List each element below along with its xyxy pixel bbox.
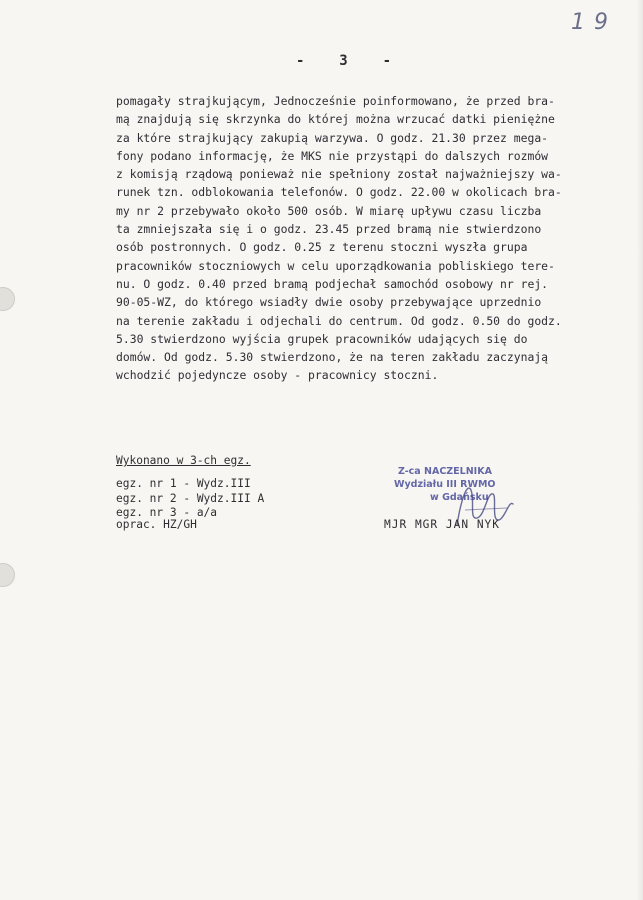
body-line: my nr 2 przebywało około 500 osób. W miarę upływu czasu liczba: [116, 203, 542, 218]
body-line: nu. O godz. 0.40 przed bramą podjechał samochód osobowy nr rej.: [116, 276, 549, 291]
report-body: [116, 92, 636, 385]
body-line: osób postronnych. O godz. 0.25 z terenu stoczni wyszła grupa: [116, 240, 528, 255]
archive-page-mark: 1 9: [571, 10, 609, 35]
body-line: za które strajkujący zakupią warzywa. O godz. 21.30 przez mega-: [116, 130, 549, 145]
page-edge-shadow: [637, 0, 643, 900]
punch-hole-top: [0, 287, 15, 311]
punch-hole-bottom: [0, 563, 15, 587]
prepared-by: oprac. HZ/GH: [116, 518, 197, 531]
body-line: 90-05-WZ, do którego wsiadły dwie osoby przebywające uprzednio: [116, 295, 542, 310]
copy-item: egz. nr 1 - Wydz.III: [116, 477, 251, 490]
copies-heading: Wykonano w 3-ch egz.: [116, 454, 251, 467]
page-number: - 3 -: [296, 53, 398, 69]
copy-item: egz. nr 3 - a/a: [116, 506, 218, 519]
body-line: z komisją rządową ponieważ nie spełniony został najważniejszy wa-: [116, 167, 562, 182]
body-line: runek tzn. odblokowania telefonów. O godz. 22.00 w okolicach bra-: [116, 185, 562, 200]
body-line: na terenie zakładu i odjechali do centrum. Od godz. 0.50 do godz.: [116, 313, 562, 328]
body-line: fony podano informację, że MKS nie przystąpi do dalszych rozmów: [116, 148, 549, 163]
body-line: wchodzić pojedyncze osoby - pracownicy stoczni.: [116, 368, 439, 383]
copy-item: egz. nr 2 - Wydz.III A: [116, 491, 265, 505]
stamp-line: w Gdańsku: [430, 492, 489, 503]
body-line: mą znajdują się skrzynka do której można wrzucać datki pieniężne: [116, 112, 555, 127]
stamp-line: Wydziału III RWMO: [394, 479, 496, 490]
body-line: pomagały strajkującym, Jednocześnie poinformowano, że przed bra-: [116, 94, 555, 108]
body-line: pracowników stoczniowych w celu uporządkowania pobliskiego tere-: [116, 258, 555, 273]
body-line: domów. Od godz. 5.30 stwierdzono, że na teren zakładu zaczynają: [116, 350, 549, 365]
stamp-line: Z-ca NACZELNIKA: [398, 466, 492, 477]
body-line: ta zmniejszała się i o godz. 23.45 przed bramą nie stwierdzono: [116, 222, 542, 237]
body-line: 5.30 stwierdzono wyjścia grupek pracowników udających się do: [116, 331, 528, 346]
signature-name: MJR MGR JAN NYK: [384, 518, 501, 531]
